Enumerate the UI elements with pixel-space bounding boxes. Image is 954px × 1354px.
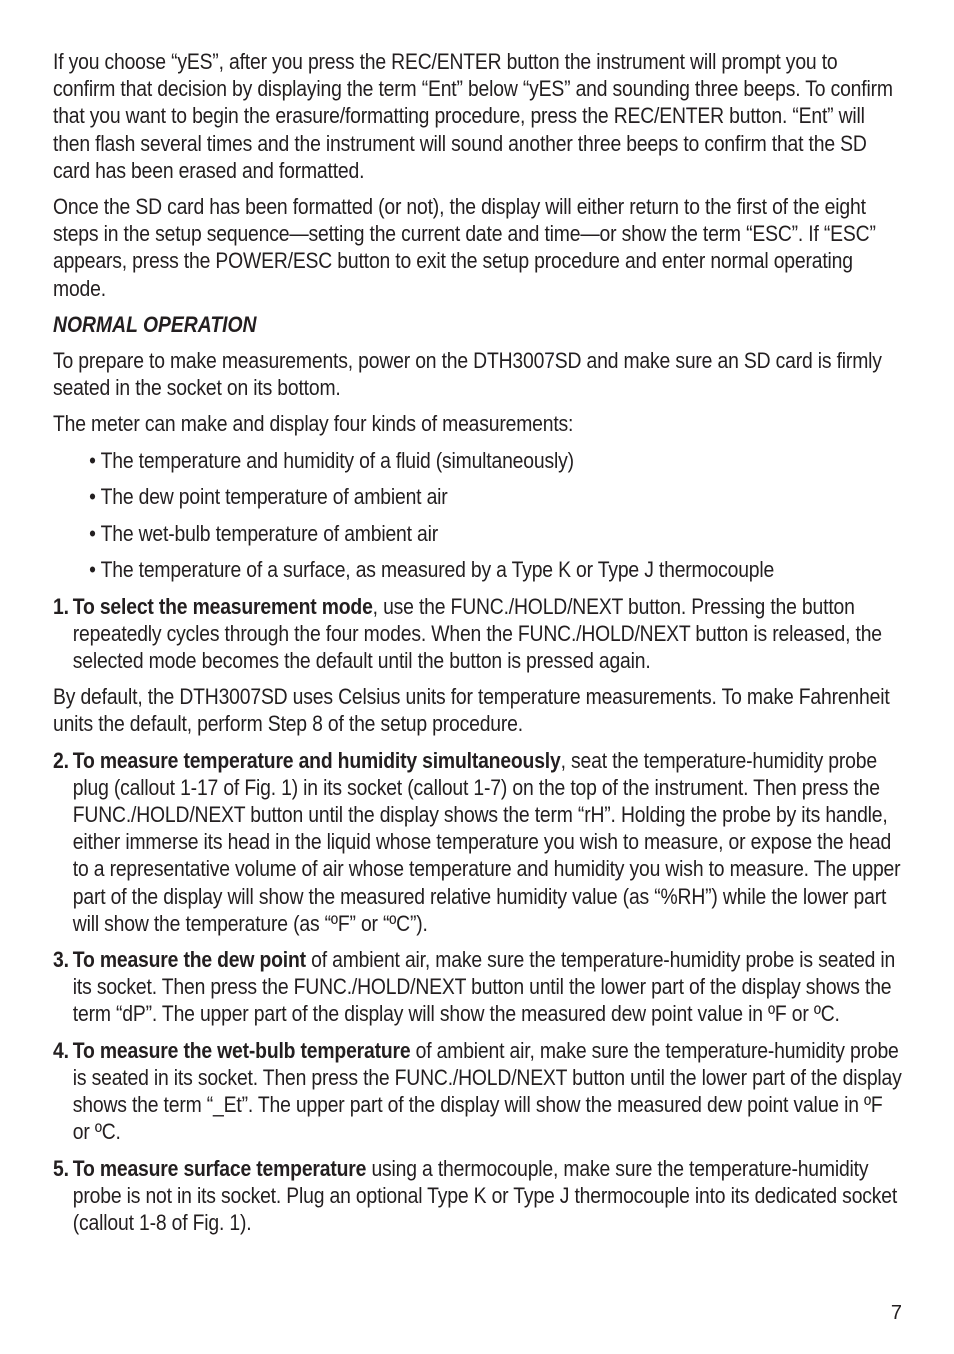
list-item: • The temperature of a surface, as measured by a Type K or Type J thermocouple	[89, 556, 903, 583]
step-lead: To select the measurement mode	[72, 593, 373, 619]
step-text: using a thermocouple, make sure the temperature-humidity probe is not in its socket. Plug an optional Type K or Type J thermocouple into its dedicated socket (callout 1-8 of Fig. 1).	[72, 1155, 898, 1235]
step-dew-point	[53, 946, 903, 1028]
step-wet-bulb	[53, 1037, 903, 1146]
step-lead: To measure the dew point	[72, 947, 306, 973]
step-number: 1.	[53, 593, 69, 619]
section-heading: NORMAL OPERATION	[53, 311, 257, 337]
step-number: 4.	[53, 1037, 69, 1063]
step-number: 2.	[53, 747, 69, 773]
step-lead: To measure surface temperature	[72, 1155, 367, 1181]
page-content	[53, 48, 903, 1236]
paragraph-default-units: By default, the DTH3007SD uses Celsius units for temperature measurements. To make Fahrenheit units the default, perform Step 8 of the setup procedure.	[53, 684, 890, 737]
list-item: • The temperature and humidity of a fluid (simultaneously)	[89, 447, 903, 474]
step-text: , seat the temperature-humidity probe plug (callout 1-17 of Fig. 1) in its socket (callout 1-7) on the top of the instrument. Then press the FUNC./HOLD/NEXT button until the display shows the term “rH”. Holding the probe by its handle, either immerse its head in the liquid whose temperature you wish to measure, or expose the head to a representative volume of air whose temperature and humidity you wish to measure. The upper part of the display will show the measured relative humidity value (as “%RH”) while the lower part will show the temperature (as “ºF” or “ºC”).	[72, 747, 901, 936]
list-item: • The dew point temperature of ambient air	[89, 483, 903, 510]
paragraph-measurement-kinds: The meter can make and display four kinds of measurements:	[53, 411, 574, 437]
step-select-mode	[53, 593, 903, 675]
step-number: 5.	[53, 1155, 69, 1181]
paragraph-prepare: To prepare to make measurements, power on the DTH3007SD and make sure an SD card is firmly seated in the socket on its bottom.	[53, 348, 882, 401]
step-surface-temp	[53, 1155, 903, 1237]
step-text: of ambient air, make sure the temperature-humidity probe is seated in its socket. Then press the FUNC./HOLD/NEXT button until the lower part of the display shows the term “_Et”. The upper part of the display will show the measured dew point value in ºF or ºC.	[72, 1037, 902, 1145]
step-number: 3.	[53, 947, 69, 973]
measurement-list	[53, 447, 903, 584]
manual-page	[53, 48, 903, 1245]
step-lead: To measure temperature and humidity simultaneously	[72, 747, 561, 773]
step-lead: To measure the wet-bulb temperature	[72, 1037, 411, 1063]
page-number: 7	[890, 1302, 902, 1324]
step-text: of ambient air, make sure the temperature-humidity probe is seated in its socket. Then press the FUNC./HOLD/NEXT button until the lower part of the display shows the term “dP”. The upper part of the display will show the measured dew point value in ºF or ºC.	[72, 947, 896, 1027]
list-item: • The wet-bulb temperature of ambient air	[89, 520, 903, 547]
step-text: , use the FUNC./HOLD/NEXT button. Pressing the button repeatedly cycles through the four modes. When the FUNC./HOLD/NEXT button is released, the selected mode becomes the default until the button is pressed again.	[72, 593, 882, 674]
step-temp-humidity	[53, 747, 903, 937]
paragraph-after-format: Once the SD card has been formatted (or not), the display will either return to the first of the eight steps in the setup sequence—setting the current date and time—or show the term “ESC”. If “ESC” appears, press the POWER/ESC button to exit the setup procedure and enter normal operating mode.	[53, 194, 876, 301]
paragraph-format-confirm: If you choose “yES”, after you press the REC/ENTER button the instrument will prompt you to confirm that decision by displaying the term “Ent” below “yES” and sounding three beeps. To confirm that you want to begin the erasure/formatting procedure, press the REC/ENTER button. “Ent” will then flash several times and the instrument will sound another three beeps to confirm that the SD card has been erased and formatted.	[53, 49, 893, 183]
